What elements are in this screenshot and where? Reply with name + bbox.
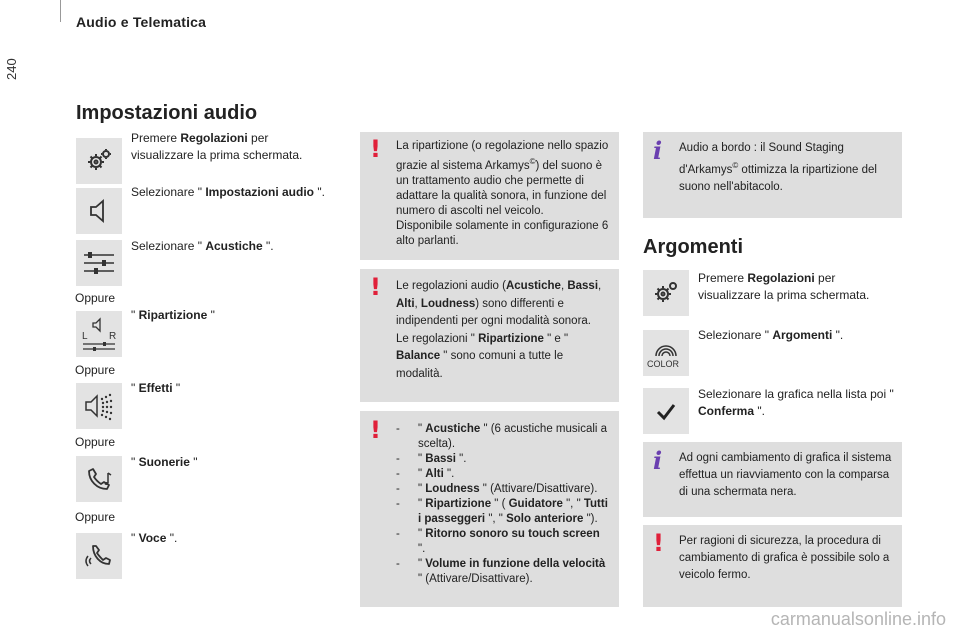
list-item: - " Bassi ". (396, 452, 609, 467)
page-title: Impostazioni audio (76, 102, 258, 124)
oppure-label: Oppure (75, 435, 116, 449)
step-acustiche: Selezionare " Acustiche ". (131, 239, 274, 253)
list-item: - " Alti ". (396, 467, 609, 482)
header-divider (60, 0, 61, 22)
warning-icon: ! (370, 416, 381, 444)
oppure-label: Oppure (75, 363, 116, 377)
warning-note-ripartizione: ! La ripartizione (o regolazione nello spazio grazie al sistema Arkamys©) del suono è un trattamento audio che permette di adattare la qualità sonora, in funzione del numero di ascolti nel veicolo. Disponibile solamente in configurazione 6 alto parlanti. (360, 132, 619, 260)
oppure-label: Oppure (75, 510, 116, 524)
phone-ringtone-icon (76, 456, 122, 502)
warning-icon: ! (370, 273, 381, 301)
step-ripartizione: " Ripartizione " (131, 308, 215, 322)
svg-text:COLOR: COLOR (647, 359, 680, 369)
list-item: - " Loudness " (Attivare/Disattivare). (396, 482, 609, 497)
step-arg-regolazioni: Premere Regolazioni per visualizzare la prima schermata. (698, 271, 870, 302)
settings-icon (76, 138, 122, 184)
color-theme-icon (643, 330, 689, 376)
step-effetti: " Effetti " (131, 381, 181, 395)
speaker-icon (76, 188, 122, 234)
equalizer-icon (76, 240, 122, 286)
effects-icon (76, 383, 122, 429)
step-conferma: Selezionare la grafica nella lista poi " Conferma ". (698, 387, 894, 418)
warning-icon: ! (653, 529, 664, 557)
info-icon: i (653, 136, 663, 165)
info-icon: i (653, 446, 663, 475)
list-item: - " Volume in funzione della velocità " (Attivare/Disattivare). (396, 557, 609, 587)
list-item: - " Ripartizione " ( Guidatore ", " Tutti i passeggeri ", " Solo anteriore "). (396, 497, 609, 527)
section-title-argomenti: Argomenti (643, 236, 743, 258)
step-suonerie: " Suonerie " (131, 455, 198, 469)
svg-text:R: R (109, 331, 117, 342)
settings-icon (643, 270, 689, 316)
step-argomenti: Selezionare " Argomenti ". (698, 328, 844, 342)
list-item: - " Ritorno sonoro su touch screen ". (396, 527, 609, 557)
step-regolazioni: Premere Regolazioni per visualizzare la prima schermata. (131, 131, 303, 162)
section-header: Audio e Telematica (76, 14, 207, 30)
warning-icon: ! (370, 135, 381, 163)
oppure-label: Oppure (75, 291, 116, 305)
step-impostazioni-audio: Selezionare " Impostazioni audio ". (131, 185, 325, 199)
step-voce: " Voce ". (131, 531, 178, 545)
checkmark-icon (643, 388, 689, 434)
balance-lr-icon (76, 311, 122, 357)
voice-icon (76, 533, 122, 579)
info-note-sound-staging: i Audio a bordo : il Sound Staging d'Arkamys© ottimizza la ripartizione del suono nell'abitacolo. (643, 132, 902, 218)
watermark: carmanualsonline.info (770, 609, 946, 629)
svg-text:L: L (82, 331, 88, 342)
page-number: 240 (4, 58, 19, 80)
warning-note-acustiche-list (360, 411, 619, 607)
warning-note-regolazioni: ! Le regolazioni audio (Acustiche, Bassi, Alti, Loudness) sono differenti e indipendenti per ogni modalità sonora. Le regolazioni " Ripartizione " e " Balance " sono comuni a tutte le modalità. (360, 269, 619, 402)
info-note-riavviamento: i Ad ogni cambiamento di grafica il sistema effettua un riavviamento con la comparsa di una schermata nera. (643, 442, 902, 517)
warning-note-sicurezza: ! Per ragioni di sicurezza, la procedura di cambiamento di grafica è possibile solo a veicolo fermo. (643, 525, 902, 607)
list-item: - " Acustiche " (6 acustiche musicali a scelta). (396, 422, 609, 452)
